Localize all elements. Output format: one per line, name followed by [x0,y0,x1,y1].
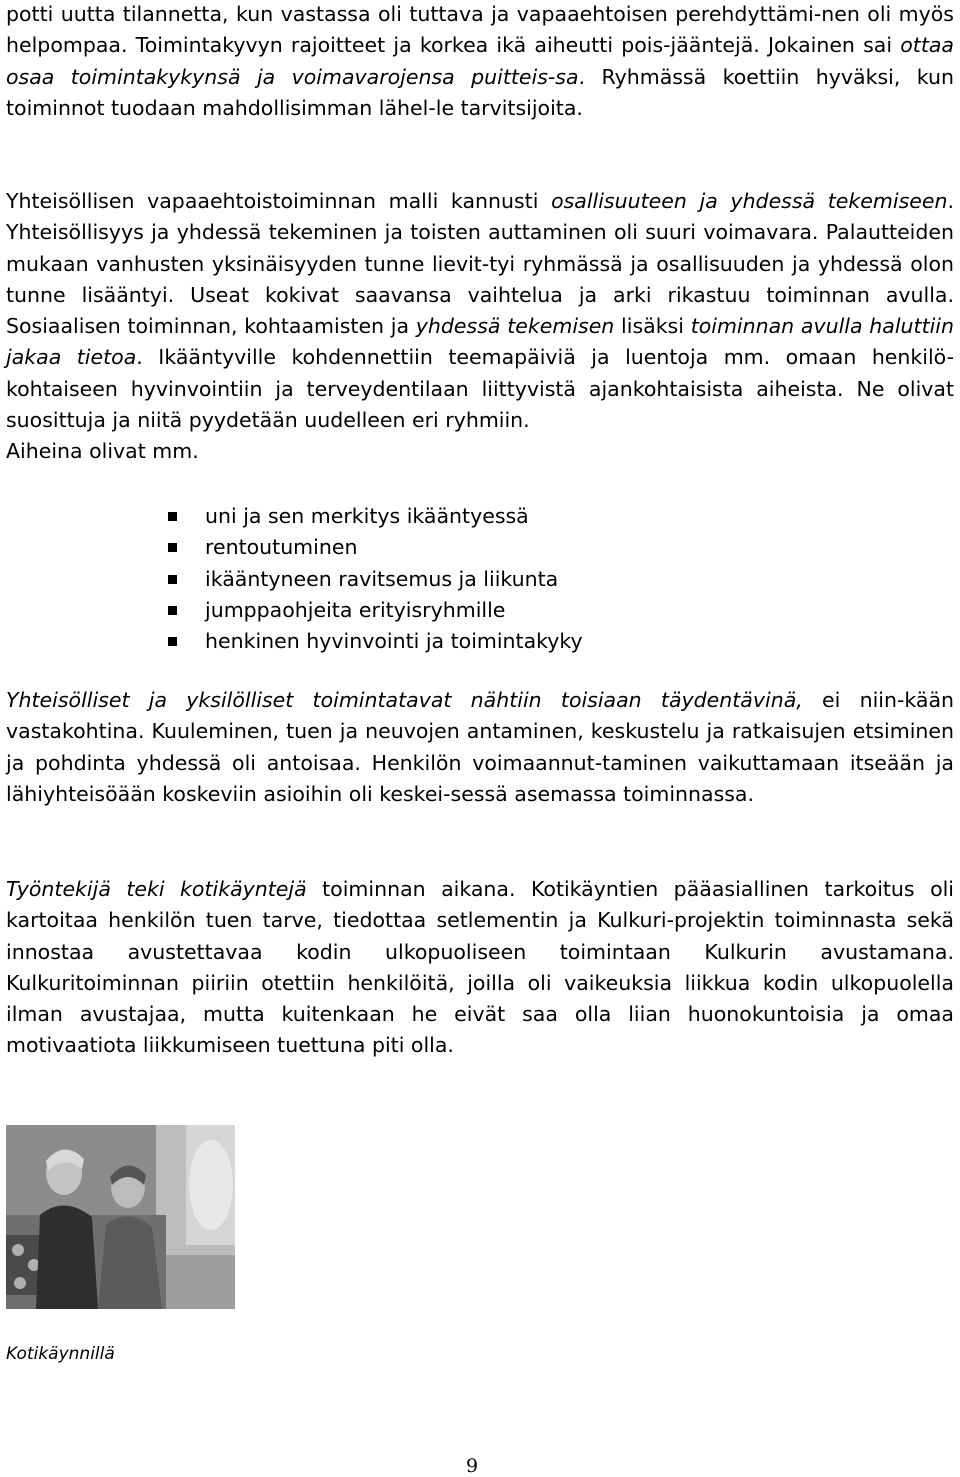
p1-emphasis: ottaa osaa toimintakykynsä ja voimavarojensa puitteis-sa [6,33,954,89]
list-item [160,501,583,532]
photo-illustration [6,1125,235,1309]
list-item [160,532,583,563]
p2-text-h: Aiheina olivat mm. [6,439,199,464]
p1-text-a: potti uutta tilannetta, kun vastassa oli tuttava ja vapaaehtoisen perehdyttämi-nen oli myös helpompaa. Toimintakyvyn rajoitteet ja korkea ikä aiheutti pois-jääntejä. Jokainen sai [6,2,954,58]
page-number: 9 [466,1455,479,1477]
p2-emphasis-b: osallisuuteen ja yhdessä tekemiseen [551,189,948,213]
p2-text-g: . Ikääntyville kohdennettiin teemapäiviä ja luentoja mm. omaan henkilö-kohtaiseen hyvinvointiin ja terveydentilaan liittyvistä ajankohtaisista aiheista. Ne olivat suosittuja ja niitä pyydetään uudelleen eri ryhmiin. [6,345,954,433]
p2-text-e: lisäksi [614,314,691,339]
p3-emphasis: Yhteisölliset ja yksilölliset toimintatavat nähtiin toisiaan täydentävinä, [6,688,803,712]
home-visit-photo [6,1125,235,1309]
p4-emphasis: Työntekijä teki kotikäyntejä [6,877,307,901]
p1-text-c: . Ryhmässä koettiin hyväksi, kun toiminnot tuodaan mahdollisimman lähel-le tarvitsijoita. [6,64,954,120]
square-bullet-icon [168,637,177,646]
list-item [160,564,583,595]
list-item-text: rentoutuminen [205,535,358,560]
square-bullet-icon [168,543,177,552]
paragraph-1 [6,0,954,124]
list-item [160,626,583,657]
p2-emphasis-f: toiminnan avulla haluttiin jakaa tietoa [6,314,954,370]
square-bullet-icon [168,575,177,584]
list-item [160,595,583,626]
list-item-text: henkinen hyvinvointi ja toimintakyky [205,629,583,654]
p2-text-c: . Yhteisöllisyys ja yhdessä tekeminen ja toisten auttaminen oli suuri voimavara. Palautteiden mukaan vanhusten yksinäisyyden tunne lievit-tyi ryhmässä ja osallisuuden ja yhdessä olon tunne lisääntyi. Useat kokivat saavansa vaihtelua ja arki rikastuu toiminnan avulla. Sosiaalisen toiminnan, kohtaamisten ja [6,189,954,339]
p4-text-b: toiminnan aikana. Kotikäyntien pääasiallinen tarkoitus oli kartoitaa henkilön tuen tarve, tiedottaa setlementin ja Kulkuri-projektin toiminnasta sekä innostaa avustettavaa kodin ulkopuoliseen toimintaan Kulkurin avustamana. Kulkuritoiminnan piiriin otettiin henkilöitä, joilla oli vaikeuksia liikkua kodin ulkopuolella ilman avustajaa, mutta kuitenkaan he eivät saa olla liian huonokuntoisia ja omaa motivaatiota liikkumiseen tuettuna piti olla. [6,877,955,1058]
list-item-text: uni ja sen merkitys ikääntyessä [205,504,529,528]
square-bullet-icon [168,512,177,521]
p2-emphasis-d: yhdessä tekemisen [415,314,615,339]
list-item-text: ikääntyneen ravitsemus ja liikunta [205,566,559,591]
paragraph-2 [6,186,954,468]
square-bullet-icon [168,606,177,615]
list-item-text: jumppaohjeita erityisryhmille [205,597,506,622]
p3-text-b: ei niin-kään vastakohtina. Kuuleminen, tuen ja neuvojen antaminen, keskustelu ja ratkaisujen etsiminen ja pohdinta yhdessä oli antoisaa. Henkilön voimaannut-taminen vaikuttamaan itseään ja lähiyhteisöään koskeviin asioihin oli keskei-sessä asemassa toiminnassa. [6,688,955,806]
paragraph-3 [6,685,954,810]
p2-text-a: Yhteisöllisen vapaaehtoistoiminnan malli kannusti [6,189,552,213]
photo-caption: Kotikäynnillä [6,1344,115,1364]
paragraph-4 [6,874,954,1062]
topic-list [160,501,583,657]
